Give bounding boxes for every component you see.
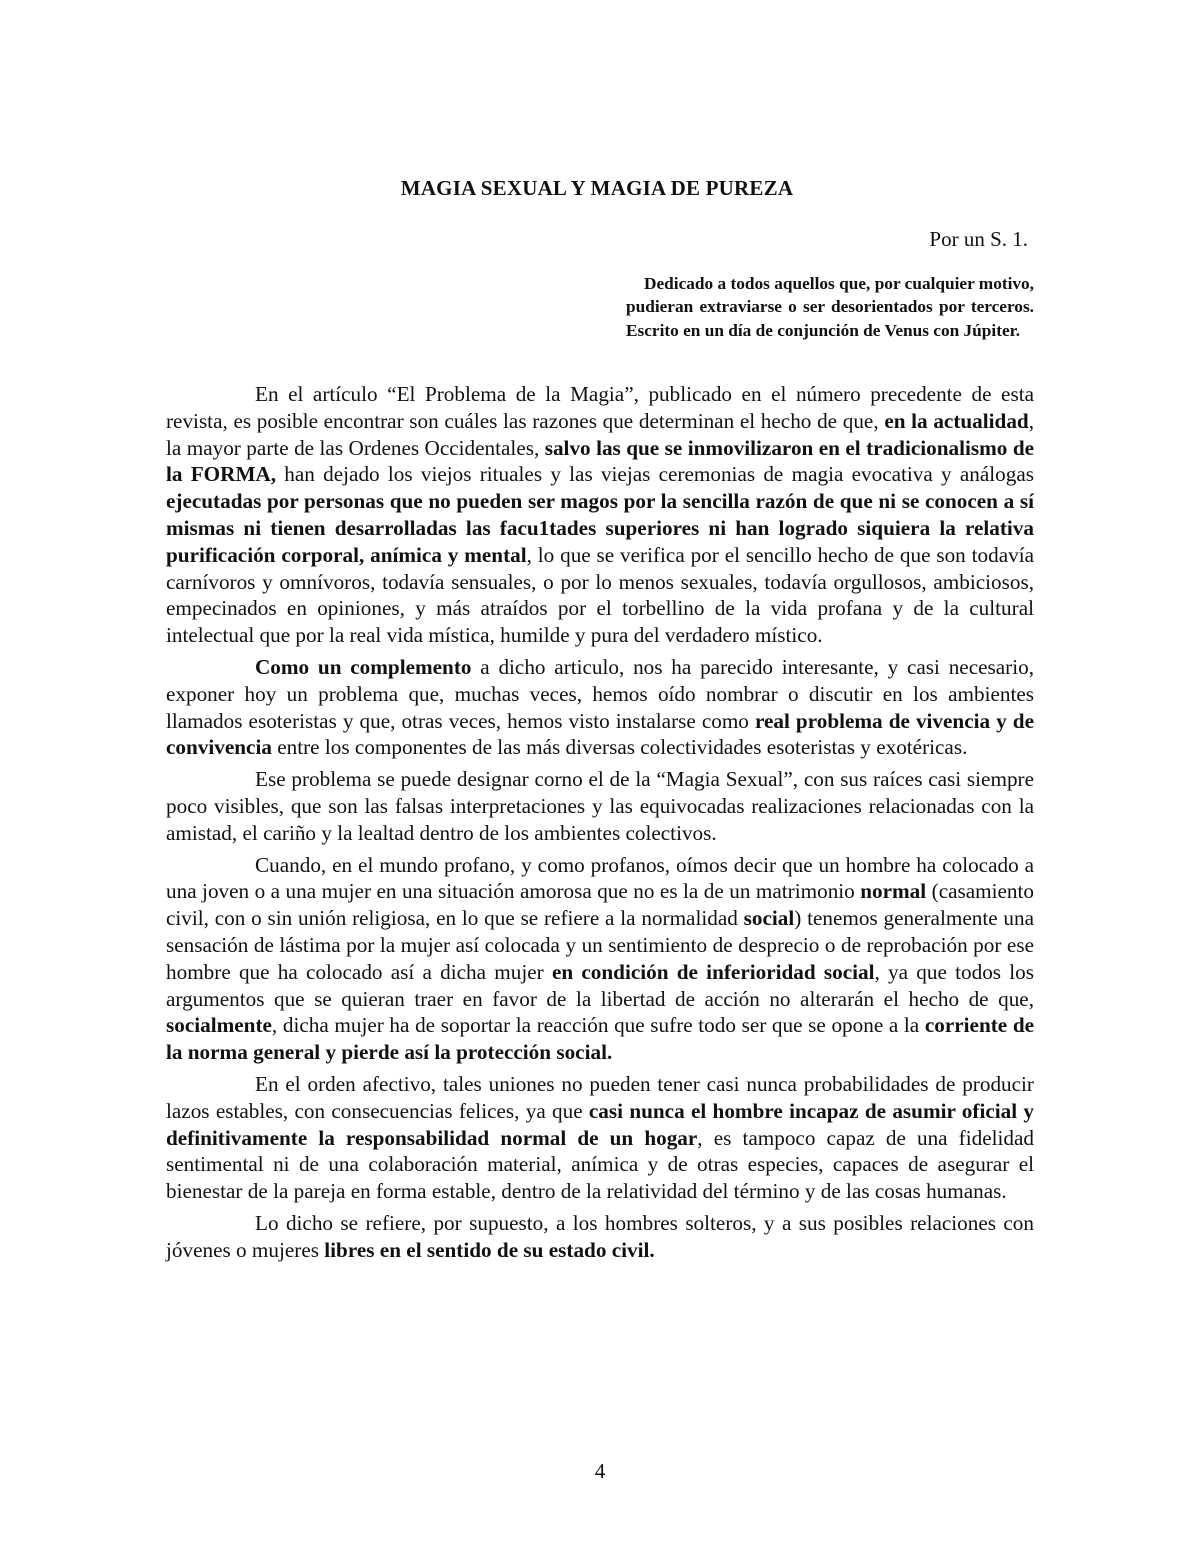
paragraph-3	[166, 766, 1034, 846]
bold-run: en la actualidad	[884, 408, 1029, 433]
text-run: entre los componentes de las más diversas colectividades esoteristas y exotéricas.	[271, 735, 968, 760]
bold-run: social	[743, 906, 795, 931]
dedication-block	[626, 272, 1034, 342]
text-run: , lo que se verifica por el sencillo hecho de que son todavía carnívoros y omnívoros, todavía sensuales, o por lo menos sexuales, todavía orgullosos, ambiciosos, empecinados en opiniones, y más atraídos por el torbellino de la vida profana y de la cultural intelectual que por la real vida mística, humilde y pura del verdadero místico.	[166, 542, 1034, 648]
bold-run: real problema de vivencia y de convivencia	[166, 708, 1034, 760]
text-run: En el artículo “El Problema de la Magia”, publicado en el número precedente de esta revista, es posible encontrar son cuáles las razones que determinan el hecho de que,	[166, 382, 1034, 433]
text-run: a dicho articulo, nos ha parecido interesante, y casi necesario, exponer hoy un problema que, muchas veces, hemos oído nombrar o discutir en los ambientes llamados esoteristas y que, otras veces, hemos visto instalarse como	[166, 654, 1035, 733]
text-run: , ya que todos los argumentos que se quieran traer en favor de la libertad de acción no alterarán el hecho de que,	[166, 959, 1035, 1011]
bold-run: casi nunca el hombre incapaz de asumir oficial y definitivamente la responsabilidad normal de un hogar	[166, 1098, 1034, 1150]
text-run: , la mayor parte de las Ordenes Occidentales,	[166, 408, 1034, 460]
bold-run: Como un complemento	[255, 654, 472, 679]
bold-run: ejecutadas por personas que no pueden ser magos por la sencilla razón de que ni se conocen a sí mismas ni tienen desarrolladas las facu1tades superiores ni han logrado siquiera la relativa purificación corporal, anímica y mental	[166, 489, 1034, 567]
paragraph-4	[166, 852, 1034, 1066]
text-run: ) tenemos generalmente una sensación de lástima por la mujer así colocada y un sentimiento de desprecio o de reprobación por ese hombre que ha colocado así a dicha mujer	[166, 906, 1034, 984]
paragraph-2	[166, 654, 1034, 761]
text-run: Cuando, en el mundo profano, y como profanos, oímos decir que un hombre ha colocado a una joven o a una mujer en una situación amorosa que no es la de un matrimonio	[166, 852, 1034, 904]
text-run: Lo dicho se refiere, por supuesto, a los hombres solteros, y a sus posibles relaciones con jóvenes o mujeres	[166, 1210, 1034, 1262]
text-run: han dejado los viejos rituales y las viejas ceremonias de magia evocativa y análogas	[276, 462, 1034, 487]
bold-run: libres en el sentido de su estado civil.	[324, 1237, 655, 1262]
text-run: Ese problema se puede designar corno el de la “Magia Sexual”, con sus raíces casi siempre poco visibles, que son las falsas interpretaciones y las equivocadas realizaciones relacionadas con la amistad, el cariño y la lealtad dentro de los ambientes colectivos.	[166, 767, 1034, 845]
dedication-text: Dedicado a todos aquellos que, por cualquier motivo, pudieran extraviarse o ser desorientados por terceros. Escrito en un día de conjunción de Venus con Júpiter.	[626, 274, 1034, 340]
page-number: 4	[594, 1459, 606, 1483]
article-title: MAGIA SEXUAL Y MAGIA DE PUREZA	[400, 176, 794, 200]
author-byline: Por un S. 1.	[929, 227, 1028, 251]
paragraph-1	[166, 381, 1034, 649]
text-run: En el orden afectivo, tales uniones no pueden tener casi nunca probabilidades de producir lazos estables, con consecuencias felices, ya que	[166, 1071, 1034, 1123]
text-run: , dicha mujer ha de soportar la reacción que sufre todo ser que se opone a la	[271, 1013, 925, 1038]
text-run: (casamiento civil, con o sin unión religiosa, en lo que se refiere a la normalidad	[166, 879, 1034, 931]
paragraph-5	[166, 1071, 1034, 1205]
article-body	[166, 381, 1034, 1269]
bold-run: normal	[860, 879, 927, 904]
text-run: , es tampoco capaz de una fidelidad sentimental ni de una colaboración material, anímica y de otras especies, capaces de asegurar el bienestar de la pareja en forma estable, dentro de la relatividad del término y de las cosas humanas.	[166, 1125, 1034, 1204]
bold-run: corriente de la norma general y pierde así la protección social.	[166, 1013, 1035, 1065]
bold-run: socialmente	[166, 1013, 272, 1038]
paragraph-6	[166, 1210, 1034, 1264]
bold-run: salvo las que se inmovilizaron en el tradicionalismo de la FORMA,	[166, 435, 1035, 487]
bold-run: en condición de inferioridad social	[551, 959, 875, 984]
